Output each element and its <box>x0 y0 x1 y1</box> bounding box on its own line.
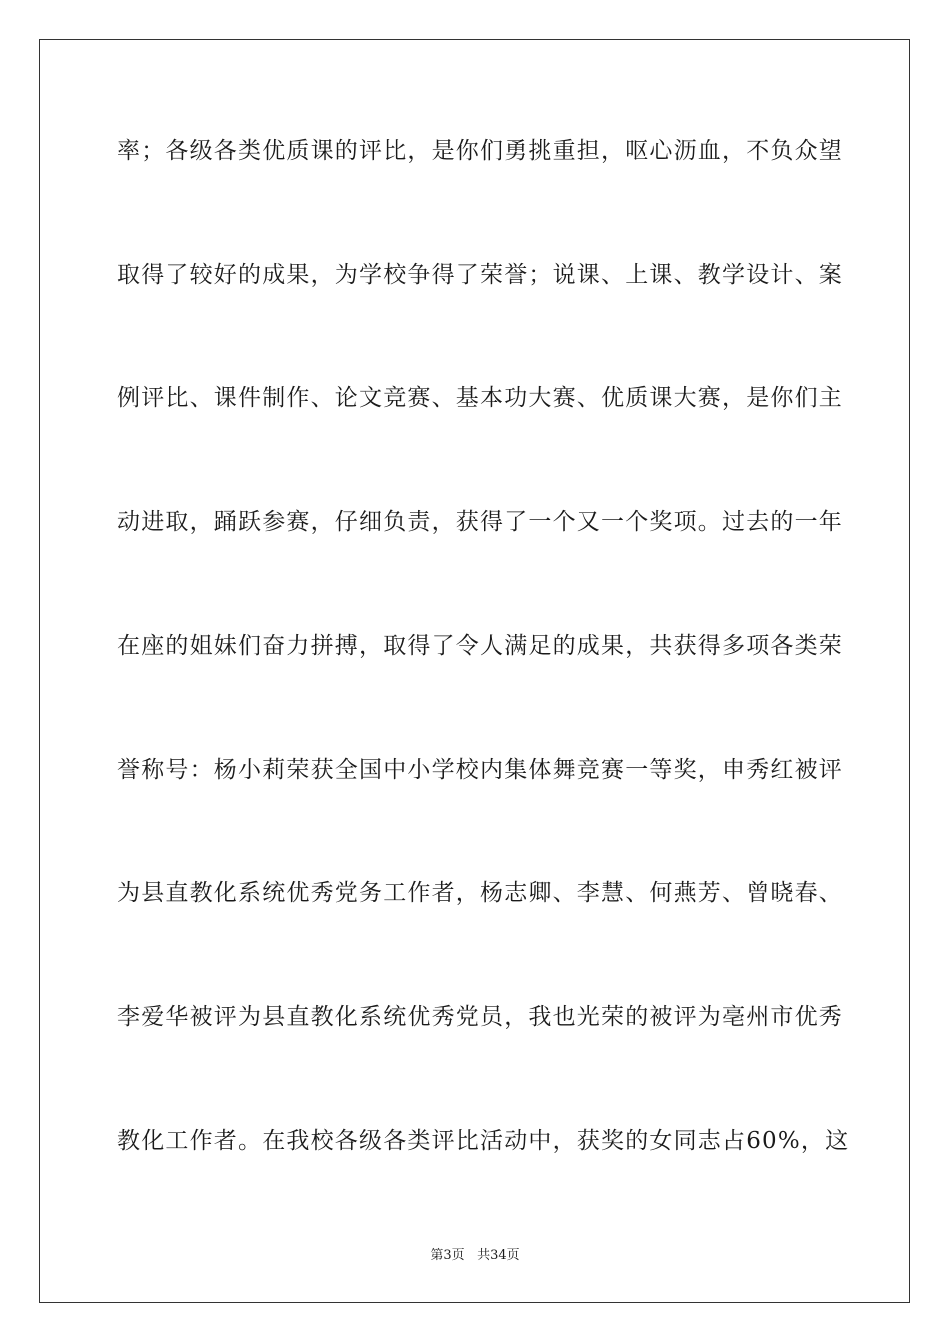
body-text-line-2: 取得了较好的成果，为学校争得了荣誉；说课、上课、教学设计、案 <box>117 262 843 288</box>
body-text-line-4: 动进取，踊跃参赛，仔细负责，获得了一个又一个奖项。过去的一年 <box>117 509 843 535</box>
body-text-line-8: 李爱华被评为县直教化系统优秀党员，我也光荣的被评为亳州市优秀 <box>117 1004 843 1030</box>
body-text-line-1: 率；各级各类优质课的评比，是你们勇挑重担，呕心沥血，不负众望 <box>117 138 843 164</box>
page-border <box>39 39 910 1303</box>
body-text-line-5: 在座的姐妹们奋力拼搏，取得了令人满足的成果，共获得多项各类荣 <box>117 633 843 659</box>
page-total: 共34页 <box>477 1248 520 1263</box>
body-text-line-6: 誉称号：杨小莉荣获全国中小学校内集体舞竞赛一等奖，申秀红被评 <box>117 757 843 783</box>
body-text-line-3: 例评比、课件制作、论文竞赛、基本功大赛、优质课大赛，是你们主 <box>117 385 843 411</box>
page-footer <box>0 1247 950 1265</box>
body-text-line-7: 为县直教化系统优秀党务工作者，杨志卿、李慧、何燕芳、曾晓春、 <box>117 880 843 906</box>
body-text-line-9: 教化工作者。在我校各级各类评比活动中，获奖的女同志占60%，这 <box>117 1128 850 1154</box>
page-number: 第3页 <box>430 1248 465 1263</box>
